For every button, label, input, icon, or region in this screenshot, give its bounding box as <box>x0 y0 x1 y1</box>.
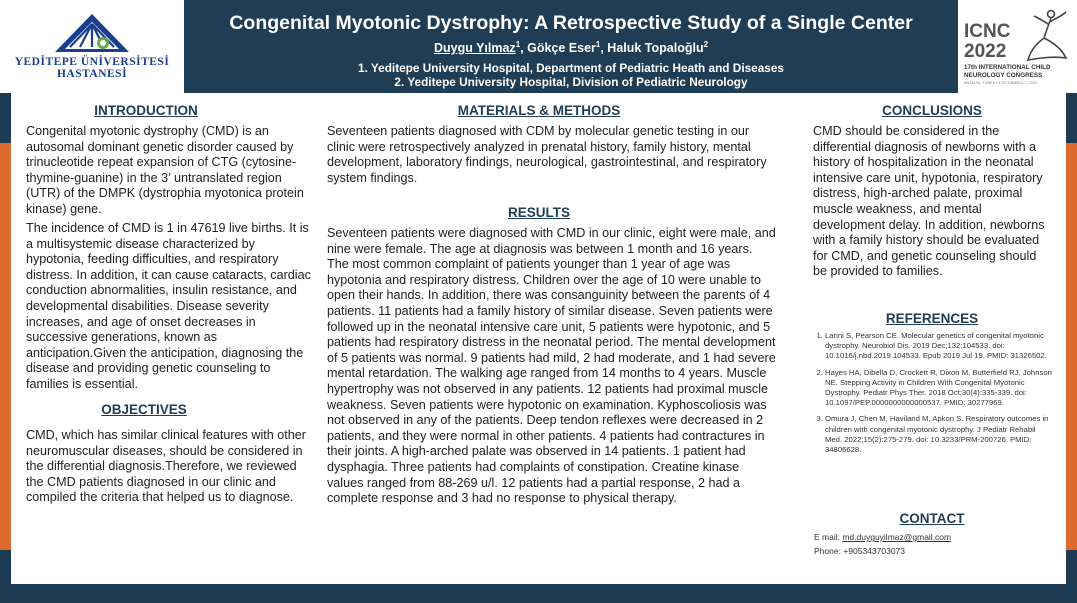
introduction-paragraph-1: Congenital myotonic dystrophy (CMD) is an autosomal dominant genetic disorder caused by trinucleotide repeat expansion of CTG (cytosine-thymine-guanine) in the 3’ untranslated region (UTR) of the DMPK (dystrophia myotonica protein kinase) gene. <box>26 124 304 216</box>
poster-header <box>0 0 1077 93</box>
reference-item: 1. Lanni S, Pearson CE. Molecular genetics of congenital myotonic dystrophy. Neurobiol Dis. 2019 Dec;132:104533. doi: 10.1016/j.nbd.2019.104533. Epub 2019 Jul 19. PMID: 31326502. <box>825 331 1052 362</box>
author-affil-mark: 1 <box>515 40 521 49</box>
contact-phone-line <box>814 546 905 556</box>
yeditepe-hospital-logo <box>0 0 184 93</box>
dervish-figure-icon <box>1020 6 1070 64</box>
results-heading: RESULTS <box>507 205 570 220</box>
phone-label: Phone: <box>814 546 844 556</box>
hospital-emblem-icon <box>53 12 131 54</box>
icnc-congress-logo <box>958 0 1077 93</box>
contact-heading: CONTACT <box>899 511 965 526</box>
author-name: Haluk Topaloğlu <box>607 41 704 56</box>
email-label: E mail: <box>814 532 843 542</box>
references-list <box>812 331 1052 461</box>
introduction-paragraph-2: The incidence of CMD is 1 in 47619 live births. It is a multisystemic disease characterized by hypotonia, feeding difficulties, and respiratory distress. In addition, it can cause cataracts, cardiac conduction abnormalities, insulin resistance, and developmental disabilities. Disease severity increases, and age of onset decreases in successive generations, known as anticipation.Given the anticipation, diagnosing the disease and providing genetic counseling to families is essential. <box>26 221 311 391</box>
logo-text-line1: YEDİTEPE ÜNİVERSİTESİ <box>14 56 170 68</box>
contact-email-line <box>814 532 951 542</box>
author-name: Gökçe Eser <box>527 41 596 56</box>
author-affil-mark: 1 <box>595 40 601 49</box>
reference-item: 3. Omura J, Chen M, Haviland M, Apkon S. Respiratory outcomes in children with congenital myotonic dystrophy. J Pediatr Rehabil Med. 2022;15(2):275-279. doi: 10.3233/PRM-200726. PMID: 34806628. <box>825 414 1052 455</box>
congress-location: ANTALYA, TURKEY ▪ OCTOBER 2-7, 2022 <box>964 81 1038 85</box>
introduction-heading: INTRODUCTION <box>94 103 198 118</box>
author-affil-mark: 2 <box>703 40 709 49</box>
methods-paragraph: Seventeen patients diagnosed with CDM by molecular genetic testing in our clinic were retrospectively analyzed in prenatal history, family history, mental development, laboratory findings, neurological, gastrointestinal, and respiratory system findings. <box>327 124 767 185</box>
email-link[interactable]: md.duyguyilmaz@gmail.com <box>842 532 952 542</box>
accent-bar-right <box>1066 143 1077 550</box>
objectives-heading: OBJECTIVES <box>101 402 187 417</box>
objectives-paragraph: CMD, which has similar clinical features with other neuromuscular diseases, should be considered in the differential diagnosis.Therefore, we reviewed the CMD patients diagnosed in our clinic and compiled the criteria that helped us to diagnose. <box>26 428 306 505</box>
conclusions-paragraph: CMD should be considered in the differential diagnosis of newborns with a history of hospitalization in the neonatal intensive care unit, hypotonia, respiratory distress, high-arched palate, proximal muscle weakness, and mental development delay. In addition, newborns with a family history should be evaluated for CMD, and genetic counseling should be provided to families. <box>813 124 1045 279</box>
results-paragraph: Seventeen patients were diagnosed with CMD in our clinic, eight were male, and nine were female. The age at diagnosis was between 1 month and 16 years. The most common complaint of patients younger than 1 year of age was hypotonia and respiratory distress. Children over the age of 10 were unable to open their hands. In addition, there was consanguinity between the parents of 4 patients. 11 patients had a family history of similar disease. Seven patients were followed up in the neonatal intensive care unit, 5 patients were hypotonic, and 5 patients had respiratory distress in the neonatal period. The mental development of 5 patients was normal. 9 patients had mild, 2 had moderate, and 1 had severe mental retardation. The walking age ranged from 14 months to 4 years. Muscle hypertrophy was not observed in any patients. 12 patients had proximal muscle weakness. Seven patients were hypotonic on examination. Kyphoscoliosis was not observed in any of the patients. Deep tendon reflexes were decreased in 2 patients, and they were normal in other patients. 4 patients had contractures in their joints. A high-arched palate was observed in 14 patients. 1 patient had dysphagia. Three patients had complaints of constipation. Creatine kinase values ranged from 88-269 u/l. 12 patients had a partial response, 2 had a complete response and 3 had no response to physical therapy. <box>327 226 776 506</box>
author-name: Duygu Yılmaz <box>433 41 516 56</box>
methods-heading: MATERIALS & METHODS <box>457 103 621 118</box>
congress-name: 17th INTERNATIONAL CHILD NEUROLOGY CONGRESS <box>964 64 1051 79</box>
author-list: Duygu Yılmaz$^1$, Gökçe Eser$^1$, Haluk Topaloğlu$^2$ <box>433 40 709 56</box>
references-heading: REFERENCES <box>885 311 979 326</box>
poster-title: Congenital Myotonic Dystrophy: A Retrospective Study of a Single Center <box>229 12 913 34</box>
accent-bar-left <box>0 143 11 550</box>
logo-text-line2: HASTANESİ <box>56 68 128 80</box>
congress-acronym: ICNC 2022 <box>964 21 1011 62</box>
affiliation-2: 2. Yeditepe University Hospital, Division of Pediatric Neurology <box>394 75 748 89</box>
conclusions-heading: CONCLUSIONS <box>882 103 982 118</box>
reference-item: 2. Hayes HA, Dibella D, Crockett R, Dixon M, Butterfield RJ, Johnson NE. Stepping Activity in Children With Congenital Myotonic Dystrophy. Pediatr Phys Ther. 2018 Oct;30(4):335-339. doi: 10.1097/PEP.0000000000000537. PMID: 30277969. <box>825 368 1052 409</box>
phone-number: +905343703073 <box>843 546 906 556</box>
affiliation-1: 1. Yeditepe University Hospital, Department of Pediatric Heath and Diseases <box>358 61 784 75</box>
